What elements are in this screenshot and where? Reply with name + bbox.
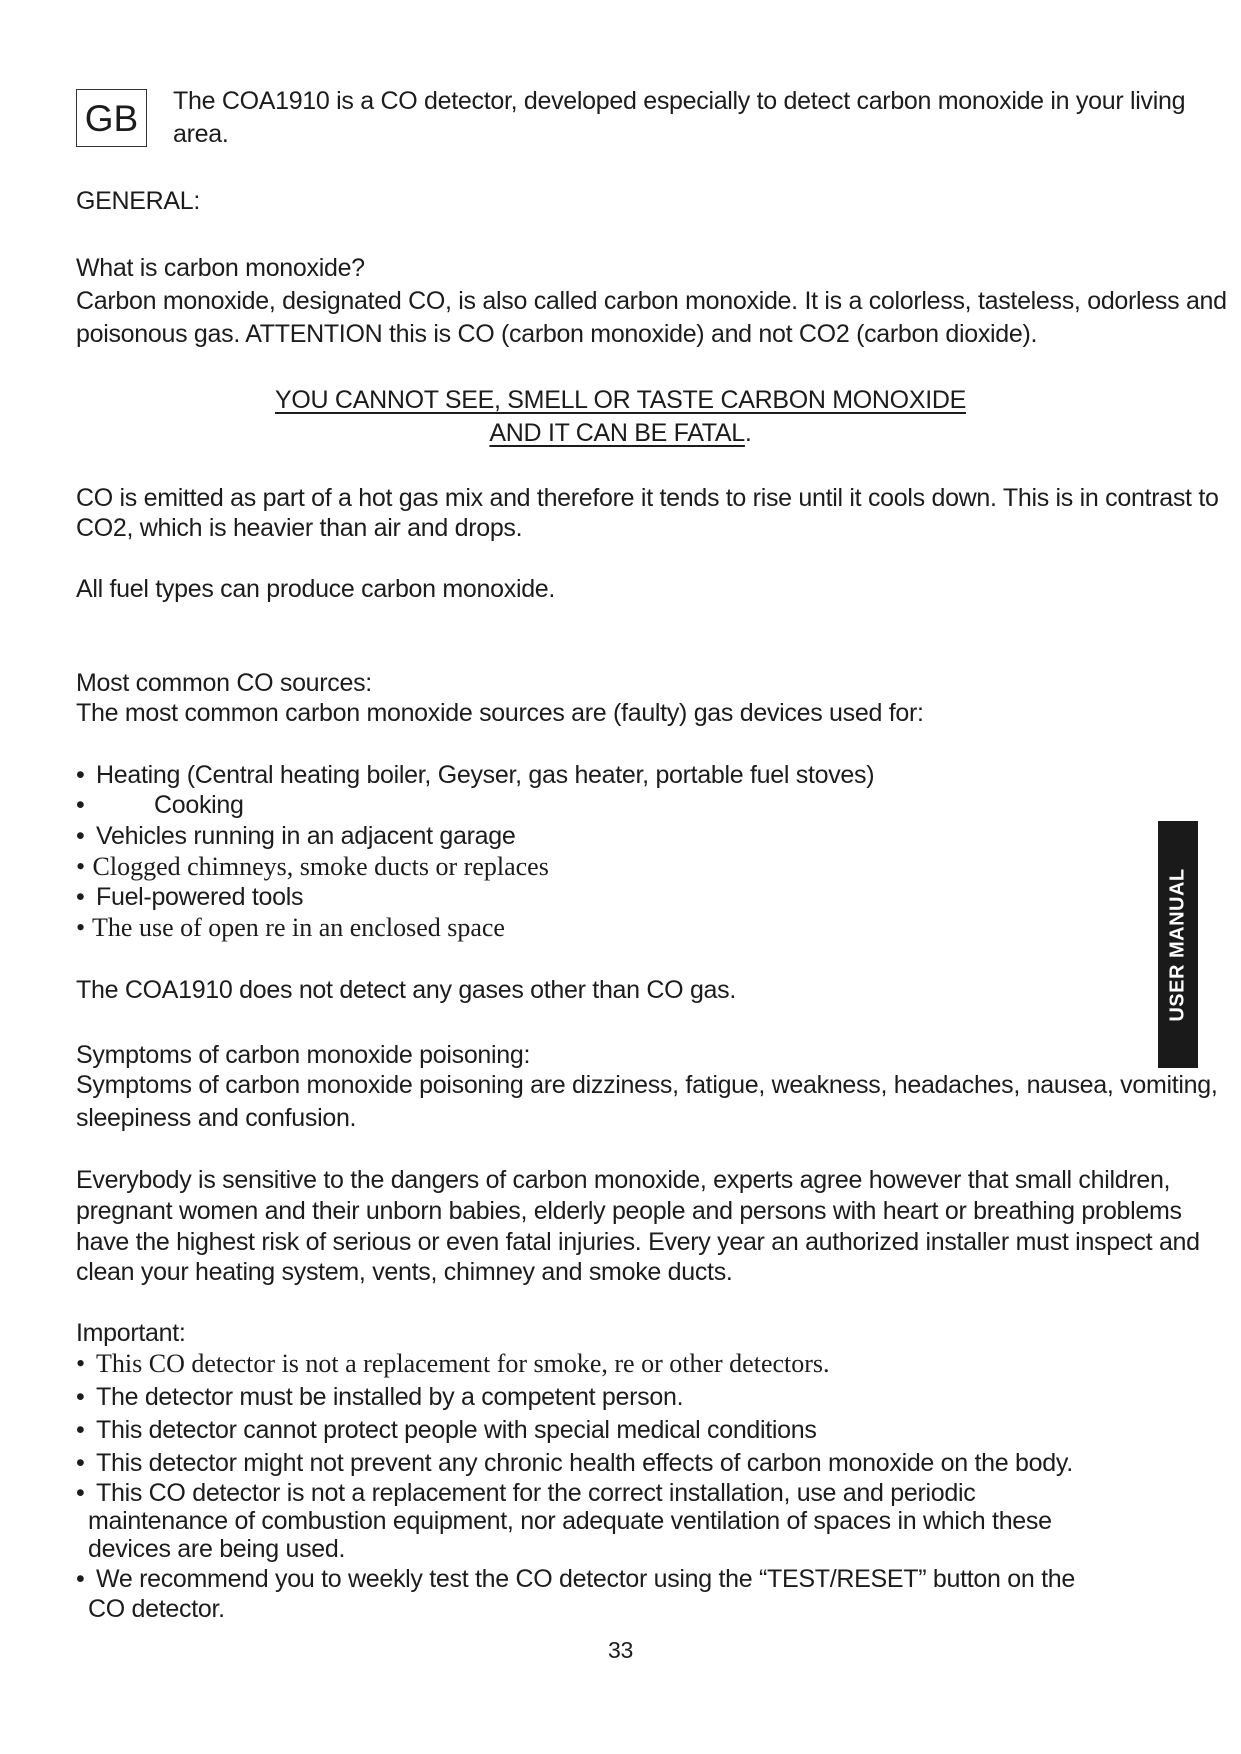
bullet: • (76, 822, 85, 850)
bullet: • (76, 1449, 85, 1477)
bullet: • (76, 791, 85, 819)
no-other-gases: The COA1910 does not detect any gases other than CO gas. (76, 976, 737, 1004)
important-item (76, 1349, 830, 1379)
side-tab-label: USER MANUAL (1166, 867, 1189, 1022)
page-number: 33 (608, 1637, 633, 1663)
bullet: • (76, 1349, 86, 1378)
general-heading: GENERAL: (76, 187, 201, 215)
important-item-continuation: maintenance of combustion equipment, nor adequate ventilation of spaces in which these (88, 1507, 1052, 1535)
bullet: • (76, 1416, 85, 1444)
sensitivity-line-4: clean your heating system, vents, chimney and smoke ducts. (76, 1258, 733, 1286)
important-item-text: This detector might not prevent any chronic health effects of carbon monoxide on the body. (96, 1449, 1073, 1477)
sources-item-text: Fuel-powered tools (96, 883, 304, 911)
bullet: • (76, 761, 85, 789)
user-manual-side-tab (1158, 821, 1198, 1068)
sources-item-text: Heating (Central heating boiler, Geyser, gas heater, portable fuel stoves) (96, 761, 875, 789)
important-item (76, 1564, 1075, 1594)
rise-line-1: CO is emitted as part of a hot gas mix and therefore it tends to rise until it cools down. This is in contrast to (76, 484, 1219, 512)
what-is-line-1: Carbon monoxide, designated CO, is also called carbon monoxide. It is a colorless, tasteless, odorless and (76, 287, 1227, 315)
important-item-text: This CO detector is not a replacement for smoke, re or other detectors. (96, 1349, 830, 1378)
bullet: • (76, 1565, 85, 1593)
important-heading: Important: (76, 1319, 186, 1347)
sources-item (76, 790, 244, 820)
warning-line-1-text: YOU CANNOT SEE, SMELL OR TASTE CARBON MONOXIDE (275, 386, 966, 414)
sources-item-text: Clogged chimneys, smoke ducts or replaces (86, 852, 549, 881)
sources-item (76, 852, 549, 882)
sensitivity-line-3: have the highest risk of serious or even fatal injuries. Every year an authorized installer must inspect and (76, 1228, 1200, 1256)
sources-item (76, 760, 874, 790)
sources-item (76, 913, 505, 943)
bullet: • (76, 852, 86, 881)
sources-item-text: Vehicles running in an adjacent garage (96, 822, 516, 850)
important-item-text: This CO detector is not a replacement for the correct installation, use and periodic (96, 1479, 976, 1507)
important-item-continuation: devices are being used. (88, 1535, 346, 1563)
fuel-types: All fuel types can produce carbon monoxide. (76, 575, 556, 603)
warning-line-1 (0, 385, 1241, 415)
symptoms-heading: Symptoms of carbon monoxide poisoning: (76, 1041, 531, 1069)
sensitivity-line-1: Everybody is sensitive to the dangers of carbon monoxide, experts agree however that small children, (76, 1166, 1171, 1194)
sensitivity-line-2: pregnant women and their unborn babies, elderly people and persons with heart or breathing problems (76, 1197, 1182, 1225)
sources-item-text: The use of open re in an enclosed space (86, 913, 505, 942)
intro-line-2: area. (173, 120, 229, 148)
important-item (76, 1448, 1073, 1478)
sources-item-text: Cooking (154, 791, 244, 819)
rise-line-2: CO2, which is heavier than air and drops. (76, 514, 523, 542)
important-item (76, 1382, 683, 1412)
what-is-line-2: poisonous gas. ATTENTION this is CO (carbon monoxide) and not CO2 (carbon dioxide). (76, 320, 1038, 348)
important-item-text: The detector must be installed by a competent person. (96, 1383, 684, 1411)
important-item-text: We recommend you to weekly test the CO detector using the “TEST/RESET” button on the (96, 1565, 1075, 1593)
language-badge: GB (76, 89, 147, 147)
bullet: • (76, 1383, 85, 1411)
symptoms-line-1: Symptoms of carbon monoxide poisoning are dizziness, fatigue, weakness, headaches, nausea, vomiting, (76, 1071, 1218, 1099)
warning-line-2-period: . (744, 419, 752, 447)
sources-intro: The most common carbon monoxide sources are (faulty) gas devices used for: (76, 699, 924, 727)
warning-line-2 (0, 418, 1241, 448)
bullet: • (76, 913, 86, 942)
sources-heading: Most common CO sources: (76, 669, 372, 697)
sources-item (76, 882, 303, 912)
bullet: • (76, 1479, 85, 1507)
important-item (76, 1415, 817, 1445)
what-is-question: What is carbon monoxide? (76, 254, 365, 282)
symptoms-line-2: sleepiness and confusion. (76, 1104, 357, 1132)
important-item-text: This detector cannot protect people with special medical conditions (96, 1416, 817, 1444)
important-item-continuation: CO detector. (88, 1595, 225, 1623)
warning-line-2-text: AND IT CAN BE FATAL (489, 419, 745, 447)
bullet: • (76, 883, 85, 911)
intro-line-1: The COA1910 is a CO detector, developed especially to detect carbon monoxide in your living (173, 87, 1186, 115)
sources-item (76, 821, 515, 851)
important-item (76, 1478, 975, 1508)
